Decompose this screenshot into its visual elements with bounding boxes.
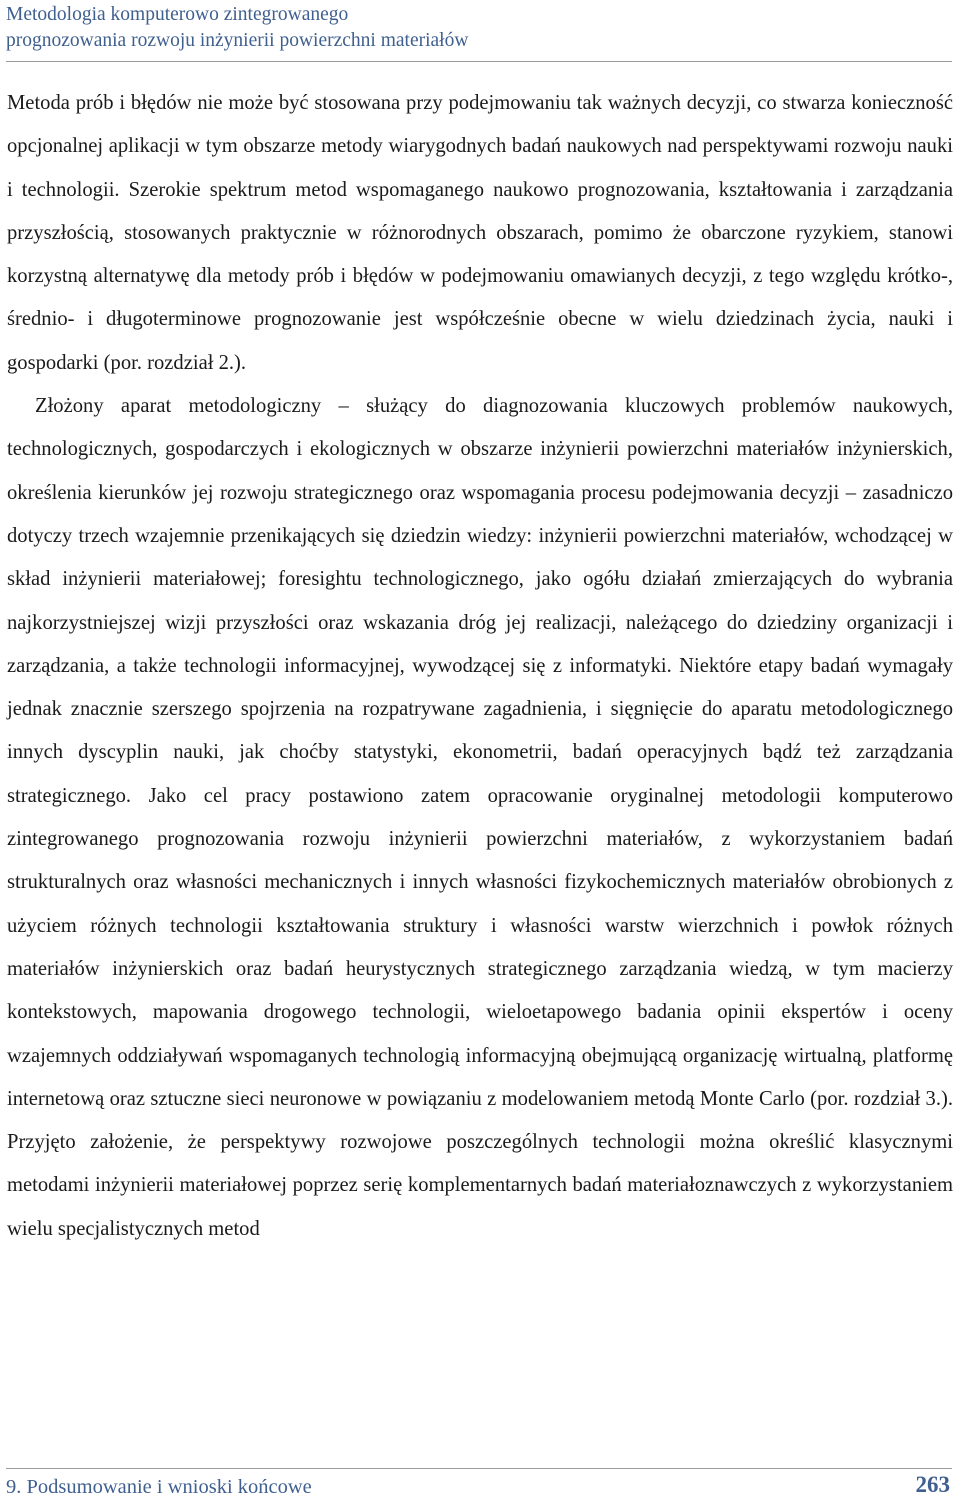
page-number: 263 [915, 1472, 950, 1497]
body-text [7, 82, 953, 1251]
running-header-line-2: prognozowania rozwoju inżynierii powierzchni materiałów [6, 30, 469, 51]
footer-divider [6, 1468, 952, 1469]
footer-chapter-title: 9. Podsumowanie i wnioski końcowe [6, 1476, 312, 1498]
paragraph-1: Metoda prób i błędów nie może być stosowana przy podejmowaniu tak ważnych decyzji, co stwarza konieczność opcjonalnej aplikacji w tym obszarze metody wiarygodnych badań naukowych nad perspektywami rozwoju nauki i technologii. Szerokie spektrum metod wspomaganego naukowo prognozowania, kształtowania i zarządzania przyszłością, stosowanych praktycznie w różnorodnych obszarach, pomimo że obarczone ryzykiem, stanowi korzystną alternatywę dla metody prób i błędów w podejmowaniu omawianych decyzji, z tego względu krótko-, średnio- i długoterminowe prognozowanie jest współcześnie obecne w wielu dziedzinach życia, nauki i gospodarki (por. rozdział 2.). [7, 92, 953, 374]
running-header-line-1: Metodologia komputerowo zintegrowanego [6, 4, 349, 25]
running-header [6, 2, 946, 54]
header-divider [6, 61, 952, 62]
paragraph-2: Złożony aparat metodologiczny – służący do diagnozowania kluczowych problemów naukowych, technologicznych, gospodarczych i ekologicznych w obszarze inżynierii powierzchni materiałów inżynierskich, określenia kierunków jej rozwoju strategicznego oraz wspomagania procesu podejmowania decyzji – zasadniczo dotyczy trzech wzajemnie przenikających się dziedzin wiedzy: inżynierii powierzchni materiałów, wchodzącej w skład inżynierii materiałowej; foresightu technologicznego, jako ogółu działań zmierzających do wybrania najkorzystniejszej wizji przyszłości oraz wskazania dróg jej realizacji, należącego do dziedziny organizacji i zarządzania, a także technologii informacyjnej, wywodzącej się z informatyki. Niektóre etapy badań wymagały jednak znacznie szerszego spojrzenia na rozpatrywane zagadnienia, i sięgnięcie do aparatu metodologicznego innych dyscyplin nauki, jak choćby statystyki, ekonometrii, badań operacyjnych bądź też zarządzania strategicznego. Jako cel pracy postawiono zatem opracowanie oryginalnej metodologii komputerowo zintegrowanego prognozowania rozwoju inżynierii powierzchni materiałów, z wykorzystaniem badań strukturalnych oraz własności mechanicznych i innych własności fizykochemicznych materiałów obrobionych z użyciem różnych technologii kształtowania struktury i własności warstw wierzchnich i powłok różnych materiałów inżynierskich oraz badań heurystycznych strategicznego zarządzania wiedzą, w tym macierzy kontekstowych, mapowania drogowego technologii, wieloetapowego badania opinii ekspertów i oceny wzajemnych oddziaływań wspomaganych technologią informacyjną obejmującą organizację wirtualną, platformę internetową oraz sztuczne sieci neuronowe w powiązaniu z modelowaniem metodą Monte Carlo (por. rozdział 3.). Przyjęto założenie, że perspektywy rozwojowe poszczególnych technologii można określić klasycznymi metodami inżynierii materiałowej poprzez serię komplementarnych badań materiałoznawczych z wykorzystaniem wielu specjalistycznych metod [7, 395, 953, 1240]
